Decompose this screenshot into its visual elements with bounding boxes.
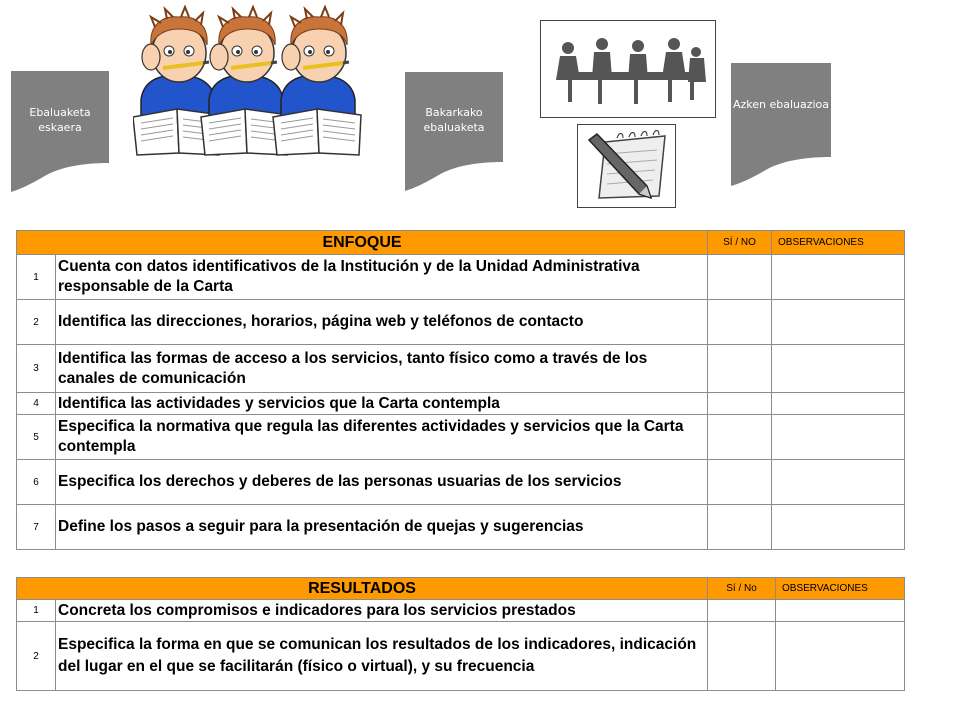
criterion-text: Especifica los derechos y deberes de las personas usuarias de los servicios (56, 460, 708, 505)
table-row (17, 622, 905, 691)
stage-label: Azken ebaluazioa (732, 98, 830, 111)
table-row (17, 345, 905, 393)
stage-ebaluaketa-eskaera (11, 71, 109, 193)
table-row (17, 505, 905, 550)
enfoque-title: ENFOQUE (17, 231, 708, 255)
criterion-text: Define los pasos a seguir para la presentación de quejas y sugerencias (56, 505, 708, 550)
yes-no-cell[interactable] (708, 460, 772, 505)
yes-no-cell[interactable] (708, 600, 776, 622)
yes-no-cell[interactable] (708, 622, 776, 691)
yes-no-cell[interactable] (708, 345, 772, 393)
enfoque-header-row (17, 231, 905, 255)
table-row (17, 300, 905, 345)
resultados-table (16, 577, 905, 691)
table-row (17, 460, 905, 505)
criterion-text: Identifica las direcciones, horarios, página web y teléfonos de contacto (56, 300, 708, 345)
resultados-title: RESULTADOS (17, 578, 708, 600)
table-row (17, 255, 905, 300)
stage-azken-ebaluazioa (731, 63, 831, 187)
criterion-text: Identifica las formas de acceso a los servicios, tanto físico como a través de los canales de comunicación (56, 345, 708, 393)
row-number: 4 (17, 393, 56, 415)
row-number: 7 (17, 505, 56, 550)
criterion-text: Especifica la forma en que se comunican los resultados de los indicadores, indicación del lugar en el que se facilitarán (físico o virtual), y su frecuencia (56, 622, 708, 691)
stage-bakarkako-ebaluaketa (405, 72, 503, 192)
row-number: 6 (17, 460, 56, 505)
observaciones-column-header: OBSERVACIONES (776, 578, 905, 600)
criterion-text: Especifica la normativa que regula las diferentes actividades y servicios que la Carta contempla (56, 415, 708, 460)
row-number: 1 (17, 255, 56, 300)
table-row (17, 393, 905, 415)
observaciones-cell[interactable] (772, 255, 905, 300)
observaciones-cell[interactable] (772, 300, 905, 345)
document-shape (731, 63, 831, 187)
yes-no-cell[interactable] (708, 255, 772, 300)
yes-no-cell[interactable] (708, 393, 772, 415)
table-row (17, 600, 905, 622)
yes-no-cell[interactable] (708, 415, 772, 460)
row-number: 2 (17, 622, 56, 691)
stage-label: Ebaluaketa eskaera (29, 106, 91, 134)
resultados-header-row (17, 578, 905, 600)
notepad-pen-picture (577, 124, 676, 208)
row-number: 5 (17, 415, 56, 460)
meeting-silhouettes-picture (540, 20, 716, 118)
observaciones-cell[interactable] (772, 345, 905, 393)
row-number: 3 (17, 345, 56, 393)
observaciones-cell[interactable] (776, 622, 905, 691)
criterion-text: Identifica las actividades y servicios que la Carta contempla (56, 393, 708, 415)
enfoque-table (16, 230, 905, 550)
stage-label: Bakarkako ebaluaketa (423, 106, 485, 134)
yes-no-cell[interactable] (708, 300, 772, 345)
observaciones-cell[interactable] (772, 415, 905, 460)
observaciones-cell[interactable] (776, 600, 905, 622)
row-number: 2 (17, 300, 56, 345)
observaciones-cell[interactable] (772, 460, 905, 505)
observaciones-cell[interactable] (772, 505, 905, 550)
criterion-text: Concreta los compromisos e indicadores para los servicios prestados (56, 600, 708, 622)
yes-no-column-header: SÍ / NO (708, 231, 772, 255)
observaciones-cell[interactable] (772, 393, 905, 415)
observaciones-column-header: OBSERVACIONES (772, 231, 905, 255)
row-number: 1 (17, 600, 56, 622)
criterion-text: Cuenta con datos identificativos de la Institución y de la Unidad Administrativa responsable de la Carta (56, 255, 708, 300)
table-row (17, 415, 905, 460)
yes-no-column-header: Sí / No (708, 578, 776, 600)
students-studying-illustration (133, 5, 385, 157)
yes-no-cell[interactable] (708, 505, 772, 550)
